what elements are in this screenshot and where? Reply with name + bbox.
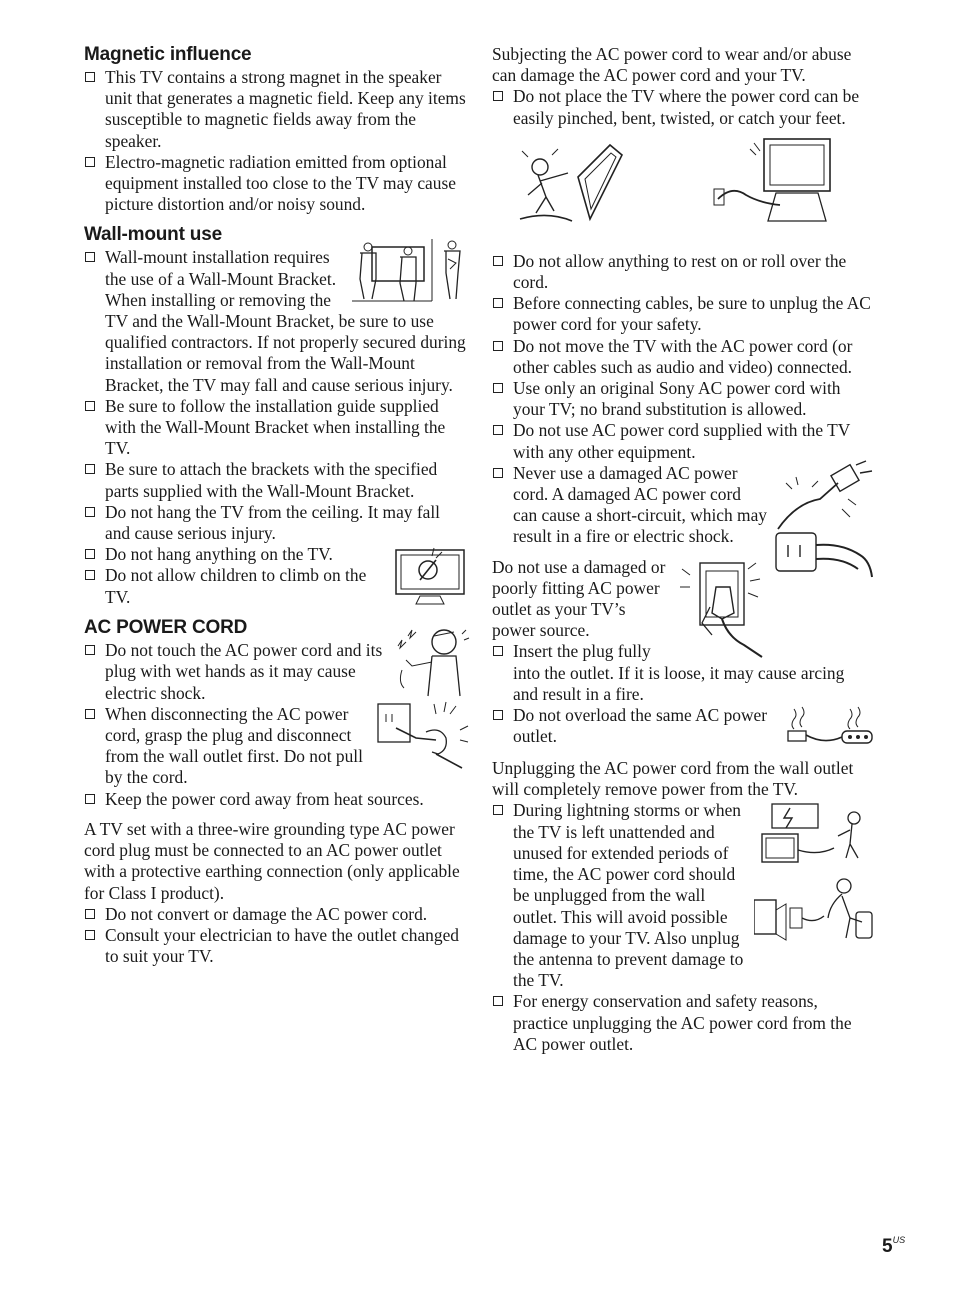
list-item: Insert the plug fully into the outlet. If it is loose, it may cause arcing and result in a fire. [492, 641, 872, 705]
list-item: Use only an original Sony AC power cord with your TV; no brand substitution is allowed. [492, 378, 872, 420]
magnetic-influence-heading: Magnetic influence [84, 44, 252, 65]
list-item: Before connecting cables, be sure to unplug the AC power cord for your safety. [492, 293, 872, 335]
list-item: During lightning storms or when the TV is left unattended and unused for extended periods of time, the AC power cord should be unplugged from the wall outlet. This will avoid possible damage to your TV. Also unplug the antenna to prevent damage to the TV. [492, 800, 872, 991]
page-number [882, 1236, 905, 1258]
list-item: Do not allow children to climb on the TV. [84, 565, 466, 607]
list-item: Do not allow anything to rest on or roll over the cord. [492, 251, 872, 293]
list-item: Consult your electrician to have the outlet changed to suit your TV. [84, 925, 466, 967]
list-item: Do not use AC power cord supplied with the TV with any other equipment. [492, 420, 872, 462]
list-item: For energy conservation and safety reasons, practice unplugging the AC power cord from the AC power outlet. [492, 991, 872, 1055]
list-item: Wall-mount installation requires the use of a Wall-Mount Bracket. When installing or removing the TV and the Wall-Mount Bracket, be sure to use qualified contractors. If not properly secured during installation or removal from the Wall-Mount Bracket, the TV may fall and cause serious injury. [84, 247, 466, 395]
list-item: This TV contains a strong magnet in the speaker unit that generates a magnetic field. Keep any items susceptible to magnetic fields away from the speaker. [84, 67, 466, 152]
cord-abuse-paragraph: Subjecting the AC power cord to wear and/or abuse can damage the AC power cord and your TV. [492, 44, 852, 86]
list-item: When disconnecting the AC power cord, grasp the plug and disconnect from the wall outlet first. Do not pull by the cord. [84, 704, 466, 789]
list-item: Be sure to follow the installation guide supplied with the Wall-Mount Bracket when installing the TV. [84, 396, 466, 460]
list-item: Do not convert or damage the AC power cord. [84, 904, 466, 925]
list-item: Do not hang the TV from the ceiling. It may fall and cause serious injury. [84, 502, 466, 544]
list-item: Do not move the TV with the AC power cord (or other cables such as audio and video) connected. [492, 336, 872, 378]
grounding-paragraph: A TV set with a three-wire grounding type AC power cord plug must be connected to an AC power outlet with a protective earthing connection (only applicable for Class I product). [84, 818, 460, 903]
wall-mount-heading: Wall-mount use [84, 224, 222, 246]
pinched-cord-illustrations [492, 137, 872, 245]
ac-power-cord-heading: AC POWER CORD [84, 617, 248, 639]
list-item: Do not touch the AC power cord and its plug with wet hands as it may cause electric shock. [84, 640, 466, 704]
list-item: Electro-magnetic radiation emitted from optional equipment installed too close to the TV may cause picture distortion and/or noisy sound. [84, 152, 466, 216]
left-column [84, 44, 466, 967]
list-item: Do not overload the same AC power outlet. [492, 705, 872, 747]
list-item: Do not place the TV where the power cord can be easily pinched, bent, twisted, or catch your feet. [492, 86, 872, 128]
unplugging-paragraph: Unplugging the AC power cord from the wall outlet will completely remove power from the TV. [492, 758, 854, 800]
list-item: Keep the power cord away from heat sources. [84, 789, 466, 810]
list-item: Never use a damaged AC power cord. A damaged AC power cord can cause a short-circuit, which may result in a fire or electric shock. [492, 463, 872, 548]
damaged-outlet-paragraph: Do not use a damaged or poorly fitting AC power outlet as your TV’s power source. [492, 556, 666, 641]
list-item: Do not hang anything on the TV. [84, 544, 466, 565]
page-number-suffix: US [892, 1235, 906, 1245]
page-number-value: 5 [882, 1236, 893, 1257]
list-item: Be sure to attach the brackets with the specified parts supplied with the Wall-Mount Bracket. [84, 459, 466, 501]
right-column [492, 44, 872, 1055]
